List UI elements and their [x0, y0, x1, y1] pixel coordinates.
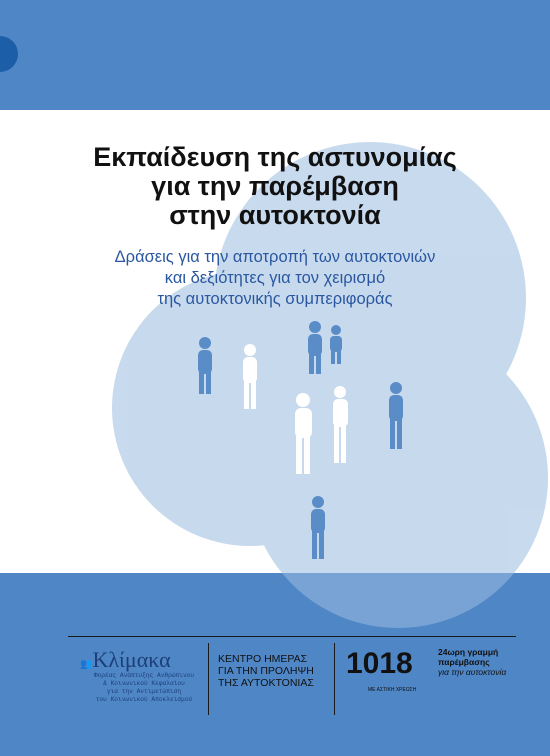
center-org-name: ΚΕΝΤΡΟ ΗΜΕΡΑΣ ΓΙΑ ΤΗΝ ΠΡΟΛΗΨΗ ΤΗΣ ΑΥΤΟΚΤΟΝΙΑΣ: [218, 653, 314, 689]
cover-title: Εκπαίδευση της αστυνομίας για την παρέμβαση στην αυτοκτονία: [93, 142, 457, 230]
hotline-description: 24ωρη γραμμή παρέμβασης για την αυτοκτονία: [438, 647, 507, 677]
klimaka-logo: 👥Κλίμακα: [80, 647, 171, 672]
cover-subtitle: Δράσεις για την αποτροπή των αυτοκτονιών και δεξιότητες για τον χειρισμό της αυτοκτονικής συμπεριφοράς: [114, 248, 436, 308]
circle-lower-right: [248, 328, 548, 628]
hotline-number: 1018: [346, 647, 413, 680]
footer-divider: [334, 643, 335, 715]
klimaka-tagline: Φορέας Ανάπτυξης Ανθρώπινου & Κοινωνικού Κεφαλαίου για την Αντιμετώπιση του Κοινωνικού Αποκλεισμού: [93, 672, 195, 703]
publisher-footer: [68, 636, 516, 719]
hotline-caption: ΜΕ ΑΣΤΙΚΗ ΧΡΕΩΣΗ: [368, 687, 417, 693]
footer-divider: [208, 643, 209, 715]
